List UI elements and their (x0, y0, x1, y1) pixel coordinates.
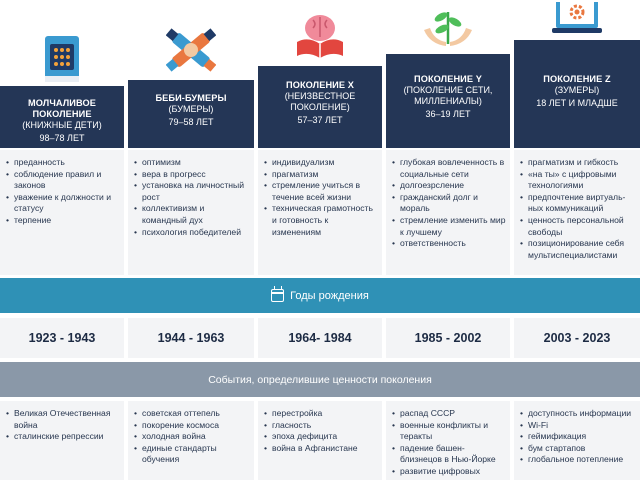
traits-panel (0, 150, 124, 275)
events-band (0, 362, 640, 397)
event-item: • военные конфликты и теракты (392, 420, 506, 443)
generation-header (128, 80, 254, 148)
trait-item: • установка на личностный рост (134, 180, 250, 203)
generation-title: ПОКОЛЕНИЕ X (286, 80, 354, 90)
trait-item: • ответственность (392, 238, 506, 250)
event-item: • развитие цифровых (392, 466, 506, 478)
birth-years-silent: 1923 - 1943 (0, 318, 124, 358)
trait-item: • уважение к должности и статусу (6, 192, 120, 215)
events-label: События, определившие ценности поколения (208, 373, 432, 386)
generation-title: ПОКОЛЕНИЕ Z (543, 74, 611, 84)
generation-header (386, 54, 510, 148)
hands-sprout-icon (386, 0, 510, 48)
event-item: • распад СССР (392, 408, 506, 420)
generation-subtitle: (ЗУМЕРЫ) (554, 85, 600, 95)
event-item: • единые стандарты обучения (134, 443, 250, 466)
birth-years-label: Годы рождения (290, 289, 369, 302)
event-item: • глобальное потепление (520, 454, 638, 466)
event-item: • сталинские репрессии (6, 431, 120, 443)
event-item: • холодная война (134, 431, 250, 443)
generation-age: 79–58 ЛЕТ (168, 117, 214, 127)
trait-item: • оптимизм (134, 157, 250, 169)
traits-panel (128, 150, 254, 275)
trait-item: • техническая грамотность и готовность к изменениям (264, 203, 378, 238)
generation-subtitle: (НЕИЗВЕСТНОЕ (284, 91, 356, 101)
trait-item: • вера в прогресс (134, 169, 250, 181)
generation-age: 36–19 ЛЕТ (425, 109, 471, 119)
generation-subtitle: (КНИЖНЫЕ ДЕТИ) (22, 120, 102, 130)
event-item: • гласность (264, 420, 378, 432)
generation-title: ПОКОЛЕНИЕ Y (414, 74, 482, 84)
event-item: • геймификация (520, 431, 638, 443)
trait-item: • стремление учиться в течение всей жизни (264, 180, 378, 203)
generation-age: 98–78 ЛЕТ (39, 133, 85, 143)
generation-title: МОЛЧАЛИВОЕ ПОКОЛЕНИЕ (28, 98, 96, 119)
generation-title: БЕБИ-БУМЕРЫ (155, 93, 227, 103)
event-item: • Великая Отечественная война (6, 408, 120, 431)
trait-item: • глубокая вовлеченность в социальные сети (392, 157, 506, 180)
trait-item: • прагматизм (264, 169, 378, 181)
trait-item: • «на ты» с цифровыми технологиями (520, 169, 638, 192)
brain-book-icon (258, 8, 382, 60)
trait-item: • индивидуализм (264, 157, 378, 169)
events-panel (258, 401, 382, 480)
birth-years-boomers: 1944 - 1963 (128, 318, 254, 358)
joined-hands-icon (128, 22, 254, 74)
events-panel (128, 401, 254, 480)
birth-years-band (0, 278, 640, 313)
event-item: • война в Афганистане (264, 443, 378, 455)
event-item: • Wi-Fi (520, 420, 638, 432)
trait-item: • предпочтение виртуаль-ных коммуникаций (520, 192, 638, 215)
events-panel (386, 401, 510, 480)
calendar-icon (271, 289, 284, 302)
generation-age: 18 ЛЕТ И МЛАДШЕ (536, 98, 618, 108)
event-item: • покорение космоса (134, 420, 250, 432)
trait-item: • преданность (6, 157, 120, 169)
traits-panel (386, 150, 510, 275)
book-abacus-icon (0, 28, 124, 86)
laptop-gear-icon (514, 0, 640, 36)
generation-age: 57–37 ЛЕТ (297, 115, 343, 125)
traits-panel (514, 150, 640, 275)
trait-item: • психология победителей (134, 227, 250, 239)
trait-item: • долгоезрсление (392, 180, 506, 192)
trait-item: • коллективизм и командный дух (134, 203, 250, 226)
events-panel (0, 401, 124, 480)
generation-header (0, 86, 124, 148)
trait-item: • стремление изменить мир к лучшему (392, 215, 506, 238)
generation-subtitle: ПОКОЛЕНИЕ) (290, 102, 350, 112)
trait-item: • прагматизм и гибкость (520, 157, 638, 169)
event-item: • советская оттепель (134, 408, 250, 420)
birth-years-x: 1964- 1984 (258, 318, 382, 358)
generation-subtitle: (ПОКОЛЕНИЕ СЕТИ, (403, 85, 493, 95)
event-item: • доступность информации (520, 408, 638, 420)
birth-years-z: 2003 - 2023 (514, 318, 640, 358)
event-item: • эпоха дефицита (264, 431, 378, 443)
birth-years-y: 1985 - 2002 (386, 318, 510, 358)
trait-item: • ценность персональной свободы (520, 215, 638, 238)
generation-header (258, 66, 382, 148)
traits-panel (258, 150, 382, 275)
generation-subtitle: МИЛЛЕНИАЛЫ) (414, 96, 482, 106)
trait-item: • гражданский долг и мораль (392, 192, 506, 215)
trait-item: • терпение (6, 215, 120, 227)
event-item: • бум стартапов (520, 443, 638, 455)
events-panel (514, 401, 640, 480)
event-item: • падение башен-близнецов в Нью-Йорке (392, 443, 506, 466)
trait-item: • позиционирование себя мультиспециалистами (520, 238, 638, 261)
event-item: • перестройка (264, 408, 378, 420)
generation-header (514, 40, 640, 148)
generation-subtitle: (БУМЕРЫ) (168, 104, 214, 114)
trait-item: • соблюдение правил и законов (6, 169, 120, 192)
